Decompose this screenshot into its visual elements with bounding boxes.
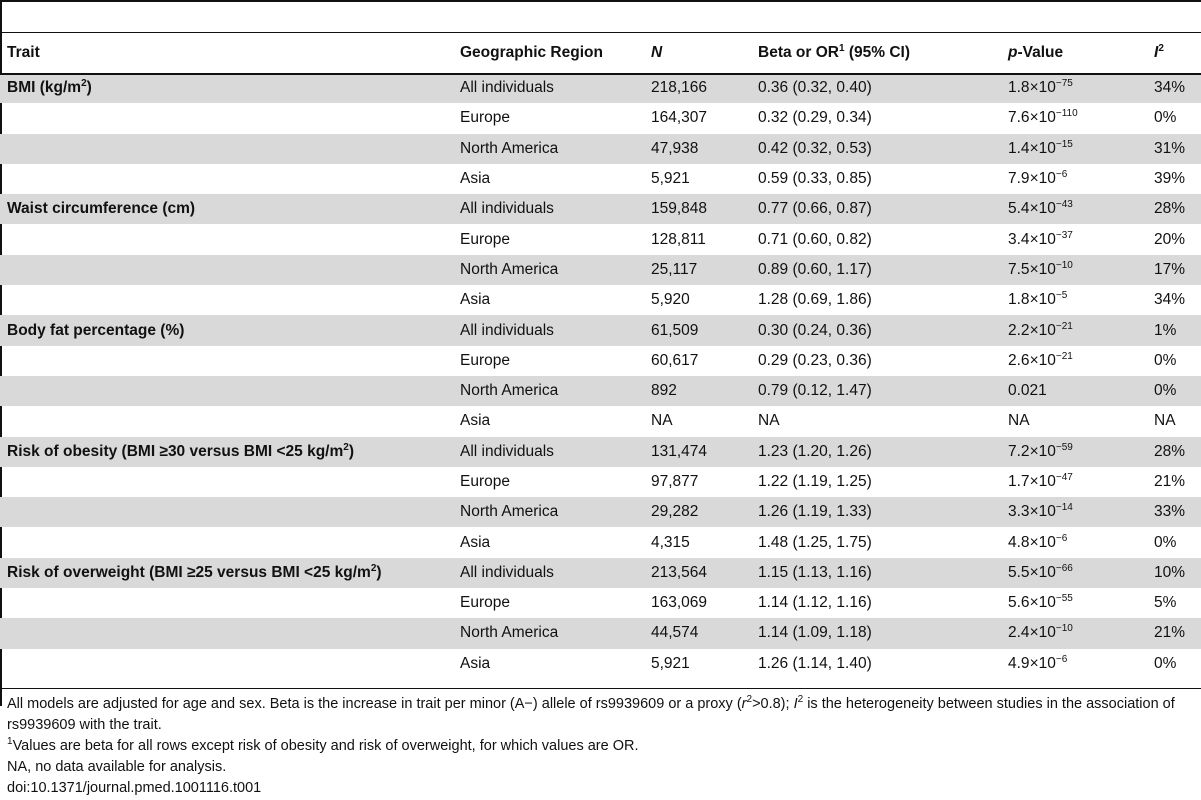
cell-n: 5,921 [651, 170, 690, 188]
cell-p-value: $7.2\times 10^{-59}$ [1001, 437, 1147, 467]
cell-trait [0, 164, 453, 194]
cell-trait [0, 285, 453, 315]
cell-beta: 0.32 (0.29, 0.34) [758, 109, 872, 127]
cell-n: 4,315 [651, 533, 690, 551]
cell-beta: 0.79 (0.12, 1.47) [751, 376, 1001, 406]
cell-trait [0, 618, 453, 648]
table-row [0, 558, 1201, 588]
cell-p-value: $7.9\times 10^{-6}$ [1008, 169, 1068, 188]
cell-n: NA [651, 412, 673, 430]
cell-i2: 1% [1147, 315, 1201, 345]
cell-region: Asia [460, 533, 491, 551]
table-row [0, 224, 1201, 254]
cell-beta: 1.14 (1.09, 1.18) [751, 618, 1001, 648]
cell-n: 131,474 [644, 437, 751, 467]
cell-region: Europe [460, 109, 510, 127]
cell-i2: 10% [1147, 558, 1201, 588]
cell-n: 892 [644, 376, 751, 406]
cell-region: Asia [460, 291, 491, 309]
cell-region: All individuals [453, 73, 644, 103]
cell-region: All individuals [453, 558, 644, 588]
cell-beta: 0.89 (0.60, 1.17) [751, 255, 1001, 285]
cell-beta: 0.36 (0.32, 0.40) [751, 73, 1001, 103]
cell-n: 5,921 [651, 654, 690, 672]
header-p-value: p-Value [1008, 44, 1064, 61]
cell-n: 47,938 [644, 134, 751, 164]
cell-trait [0, 588, 453, 618]
table-row [0, 406, 1201, 436]
header-region: Geographic Region [460, 44, 603, 61]
cell-region: North America [453, 255, 644, 285]
cell-trait: Body fat percentage (%) [0, 315, 453, 345]
note-na: NA, no data available for analysis. [7, 759, 227, 775]
cell-p-value: $1.8\times 10^{-75}$ [1001, 73, 1147, 103]
cell-trait: Risk of overweight (BMI ≥25 versus BMI <25 $kg/m^2$) [0, 558, 453, 588]
cell-i2: 31% [1147, 134, 1201, 164]
cell-i2: 21% [1154, 473, 1186, 490]
cell-beta: 1.26 (1.19, 1.33) [751, 497, 1001, 527]
cell-beta: 0.29 (0.23, 0.36) [758, 351, 872, 369]
cell-trait [0, 376, 453, 406]
table-row [0, 134, 1201, 164]
table-row [0, 194, 1201, 224]
cell-p-value: $7.6\times 10^{-110}$ [1008, 108, 1078, 127]
cell-p-value: $3.4\times 10^{-37}$ [1008, 229, 1073, 248]
table-row [0, 315, 1201, 345]
cell-i2: 0% [1154, 533, 1177, 551]
cell-n: 213,564 [644, 558, 751, 588]
cell-p-value: $5.5\times 10^{-66}$ [1001, 558, 1147, 588]
cell-i2: 0% [1154, 351, 1177, 369]
cell-trait: BMI $(kg/m^2)$ [0, 73, 453, 103]
table-row [0, 588, 1201, 618]
cell-region: Asia [460, 412, 491, 430]
header-n: N [651, 44, 663, 61]
cell-trait [0, 527, 453, 557]
cell-i2: 34% [1154, 291, 1186, 309]
cell-trait [0, 134, 453, 164]
cell-i2: 5% [1154, 594, 1177, 612]
cell-n: 25,117 [644, 255, 751, 285]
cell-region: All individuals [453, 194, 644, 224]
cell-trait: Risk of obesity (BMI ≥30 versus BMI <25 $kg/m^2$) [0, 437, 453, 467]
cell-trait [0, 224, 453, 254]
cell-p-value: $5.6\times 10^{-55}$ [1008, 593, 1073, 612]
cell-trait [0, 649, 453, 679]
table-row [0, 285, 1201, 315]
cell-i2: 0% [1147, 376, 1201, 406]
cell-beta: NA [758, 412, 780, 430]
cell-n: 164,307 [651, 109, 708, 127]
cell-p-value: $2.2\times 10^{-21}$ [1001, 315, 1147, 345]
cell-trait [0, 255, 453, 285]
cell-region: North America [453, 497, 644, 527]
cell-region: Asia [460, 170, 491, 188]
cell-n: 61,509 [644, 315, 751, 345]
table-row [0, 255, 1201, 285]
cell-trait: Waist circumference (cm) [0, 194, 453, 224]
cell-n: 218,166 [644, 73, 751, 103]
cell-p-value: $7.5\times 10^{-10}$ [1001, 255, 1147, 285]
cell-p-value: $5.4\times 10^{-43}$ [1001, 194, 1147, 224]
cell-beta: 0.59 (0.33, 0.85) [758, 170, 872, 188]
note-footnote-1: $^1$Values are beta for all rows except risk of obesity and risk of overweight, for which values are OR. [7, 736, 639, 754]
cell-i2: 17% [1147, 255, 1201, 285]
cell-p-value: $2.6\times 10^{-21}$ [1008, 350, 1073, 369]
cell-beta: 1.48 (1.25, 1.75) [758, 533, 872, 551]
cell-region: All individuals [453, 437, 644, 467]
cell-beta: 0.42 (0.32, 0.53) [751, 134, 1001, 164]
table-row [0, 649, 1201, 679]
cell-region: Europe [460, 351, 510, 369]
cell-region: North America [453, 134, 644, 164]
cell-n: 60,617 [651, 351, 699, 369]
cell-p-value: $1.8\times 10^{-5}$ [1008, 290, 1068, 309]
header-trait: Trait [7, 44, 40, 61]
cell-beta: 1.28 (0.69, 1.86) [758, 291, 872, 309]
cell-region: North America [453, 618, 644, 648]
cell-i2: 39% [1154, 170, 1186, 188]
cell-beta: 0.77 (0.66, 0.87) [751, 194, 1001, 224]
table-row [0, 73, 1201, 103]
cell-beta: 1.22 (1.19, 1.25) [758, 473, 872, 490]
cell-p-value: $4.9\times 10^{-6}$ [1008, 653, 1068, 672]
cell-i2: 0% [1154, 654, 1177, 672]
cell-p-value: NA [1008, 412, 1030, 430]
note-doi: doi:10.1371/journal.pmed.1001116.t001 [7, 780, 262, 796]
header-i2: $I^2$ [1154, 43, 1164, 61]
cell-i2: 33% [1147, 497, 1201, 527]
cell-region: Europe [460, 473, 510, 490]
note-adjustment: All models are adjusted for age and sex. Beta is the increase in trait per minor (A−) allele of rs9939609 or a proxy $(r^2>0.8)$; $I^2$ is the heterogeneity between studies in the association of rs9939609 with the trait. [7, 694, 1175, 733]
cell-i2: 20% [1154, 230, 1186, 248]
cell-p-value: $3.3\times 10^{-14}$ [1001, 497, 1147, 527]
cell-i2: 21% [1147, 618, 1201, 648]
cell-p-value: $1.4\times 10^{-15}$ [1001, 134, 1147, 164]
table-bottom-rule [0, 688, 1201, 689]
table-row [0, 467, 1201, 497]
cell-region: Europe [460, 594, 510, 612]
cell-i2: 28% [1147, 194, 1201, 224]
table-row [0, 346, 1201, 376]
cell-n: 97,877 [651, 473, 699, 490]
cell-p-value: $2.4\times 10^{-10}$ [1001, 618, 1147, 648]
table-row [0, 437, 1201, 467]
cell-p-value: $1.7\times 10^{-47}$ [1008, 472, 1073, 490]
cell-n: 5,920 [651, 291, 690, 309]
cell-p-value: $4.8\times 10^{-6}$ [1008, 532, 1068, 551]
table-row [0, 376, 1201, 406]
cell-p-value: 0.021 [1001, 376, 1147, 406]
results-table [0, 33, 1201, 679]
header-beta: Beta or $OR^1$ (95% CI) [758, 43, 910, 61]
cell-beta: 0.71 (0.60, 0.82) [758, 230, 872, 248]
cell-beta: 0.30 (0.24, 0.36) [751, 315, 1001, 345]
cell-i2: 0% [1154, 109, 1177, 127]
cell-i2: 28% [1147, 437, 1201, 467]
cell-trait [0, 346, 453, 376]
cell-region: Asia [460, 654, 491, 672]
cell-n: 128,811 [651, 230, 706, 248]
header-bottom-rule [0, 73, 1201, 75]
cell-i2: 34% [1147, 73, 1201, 103]
table-notes [7, 694, 1201, 799]
table-row [0, 103, 1201, 133]
table-row [0, 527, 1201, 557]
table-row [0, 164, 1201, 194]
table-row [0, 618, 1201, 648]
header-row [0, 33, 1201, 73]
cell-region: All individuals [453, 315, 644, 345]
cell-n: 44,574 [644, 618, 751, 648]
cell-n: 29,282 [644, 497, 751, 527]
cell-n: 163,069 [651, 594, 708, 612]
cell-region: North America [453, 376, 644, 406]
cell-n: 159,848 [644, 194, 751, 224]
cell-i2: NA [1154, 412, 1176, 430]
cell-beta: 1.23 (1.20, 1.26) [751, 437, 1001, 467]
cell-beta: 1.26 (1.14, 1.40) [758, 654, 872, 672]
cell-beta: 1.15 (1.13, 1.16) [751, 558, 1001, 588]
top-border [0, 0, 1201, 2]
cell-trait [0, 103, 453, 133]
cell-trait [0, 467, 453, 497]
cell-trait [0, 497, 453, 527]
cell-beta: 1.14 (1.12, 1.16) [758, 594, 872, 612]
cell-trait [0, 406, 453, 436]
table-row [0, 497, 1201, 527]
cell-region: Europe [460, 230, 510, 248]
